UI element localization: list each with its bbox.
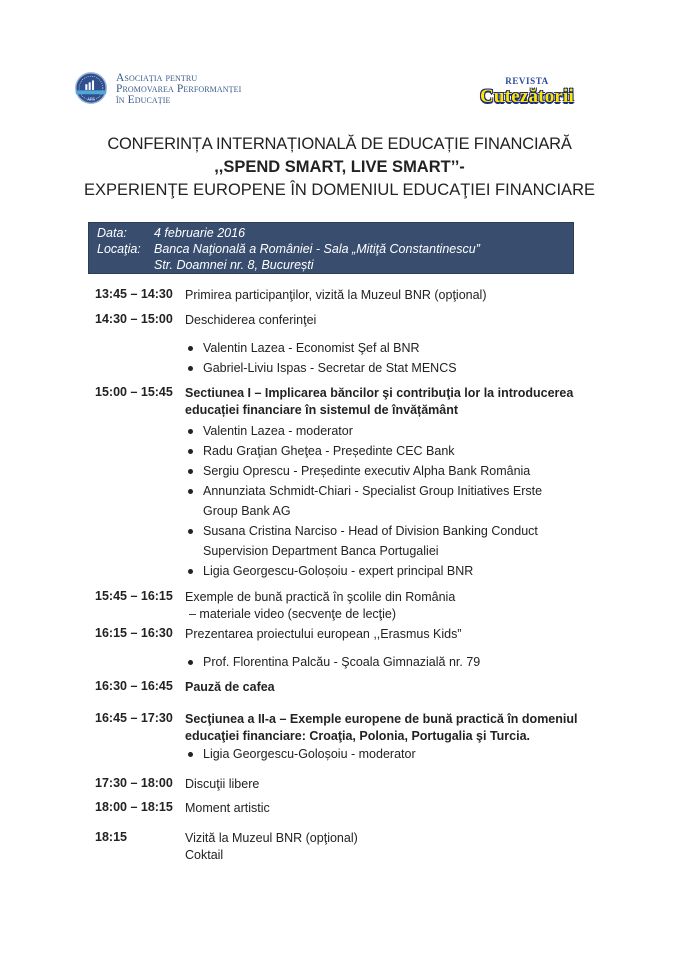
bullet-icon	[188, 346, 193, 351]
speaker-text: Susana Cristina Narciso - Head of Division Banking Conduct	[203, 524, 538, 538]
location-row	[97, 241, 573, 257]
association-name-line: Asociația pentru	[116, 71, 198, 84]
schedule-slot	[95, 800, 595, 817]
address-row	[97, 257, 573, 273]
speaker-list	[185, 338, 595, 378]
conference-title	[0, 133, 679, 202]
title-line-2: ,,SPEND SMART, LIVE SMART’’-	[214, 158, 465, 176]
slot-time: 17:30 – 18:00	[95, 776, 173, 790]
association-name-line: Promovarea Performanței	[116, 82, 242, 95]
slot-description: Secţiunea a II-a – Exemple europene de bună practică în domeniul	[185, 712, 578, 726]
bullet-icon	[188, 489, 193, 494]
bullet-icon	[188, 529, 193, 534]
schedule-slot	[95, 776, 595, 793]
speaker-text: Sergiu Oprescu - Președinte executiv Alpha Bank România	[203, 464, 531, 478]
magazine-title: Cutezătorii	[480, 86, 574, 107]
slot-description: educației financiare în sistemul de învățământ	[185, 403, 459, 417]
association-badge-icon	[72, 70, 110, 108]
slot-description: Deschiderea conferinţei	[185, 313, 317, 327]
slot-time: 15:45 – 16:15	[95, 589, 173, 603]
schedule-slot	[95, 679, 595, 696]
slot-content	[185, 800, 595, 817]
location-label: Locaţia:	[97, 242, 141, 256]
slot-description: – materiale video (secvenţe de lecţie)	[189, 607, 397, 621]
speaker-item	[185, 745, 595, 763]
speaker-item	[185, 561, 595, 581]
event-info-box	[88, 222, 574, 274]
slot-time: 14:30 – 15:00	[95, 312, 173, 326]
slot-time: 16:45 – 17:30	[95, 711, 173, 725]
bullet-icon	[188, 752, 193, 757]
slot-description: Coktail	[185, 848, 224, 862]
location-value: Banca Naţională a României - Sala „Mitiţă Constantinescu”	[154, 242, 480, 256]
title-line-3: EXPERIENŢE EUROPENE ÎN DOMENIUL EDUCAŢIEI FINANCIARE	[84, 181, 595, 199]
slot-description: Vizită la Muzeul BNR (opţional)	[185, 831, 358, 845]
speaker-list	[185, 421, 595, 581]
schedule	[95, 287, 595, 864]
schedule-slot	[95, 711, 595, 763]
date-value: 4 februarie 2016	[154, 226, 246, 240]
slot-description: Pauză de cafea	[185, 680, 275, 694]
slot-time: 18:00 – 18:15	[95, 800, 173, 814]
speaker-text: Supervision Department Banca Portugaliei	[203, 544, 439, 558]
slot-content	[185, 312, 595, 378]
slot-content	[185, 589, 595, 623]
bullet-icon	[188, 569, 193, 574]
speaker-item	[185, 521, 595, 561]
bullet-icon	[188, 660, 193, 665]
speaker-item	[185, 441, 595, 461]
speaker-item	[185, 358, 595, 378]
slot-content	[185, 776, 595, 793]
speaker-list	[185, 745, 595, 763]
slot-content	[185, 287, 595, 304]
slot-content	[185, 385, 595, 581]
slot-description: Discuţii libere	[185, 777, 260, 791]
schedule-slot	[95, 626, 595, 672]
speaker-text: Ligia Georgescu-Goloșoiu - moderator	[203, 747, 416, 761]
schedule-slot	[95, 385, 595, 581]
bullet-icon	[188, 429, 193, 434]
slot-description: Moment artistic	[185, 801, 270, 815]
association-name	[116, 73, 241, 106]
date-label: Data:	[97, 226, 127, 240]
speaker-text: Ligia Georgescu-Goloșoiu - expert principal BNR	[203, 564, 474, 578]
slot-content	[185, 679, 595, 696]
slot-time: 16:15 – 16:30	[95, 626, 173, 640]
speaker-text: Gabriel-Liviu Ispas - Secretar de Stat MENCS	[203, 361, 457, 375]
slot-description: Primirea participanţilor, vizită la Muzeul BNR (opţional)	[185, 288, 487, 302]
slot-description: Prezentarea proiectului european ,,Erasmus Kids”	[185, 627, 462, 641]
speaker-text: Group Bank AG	[203, 504, 291, 518]
slot-content	[185, 830, 595, 864]
slot-content	[185, 626, 595, 672]
slot-time: 13:45 – 14:30	[95, 287, 173, 301]
schedule-slot	[95, 312, 595, 378]
speaker-text: Valentin Lazea - Economist Şef al BNR	[203, 341, 420, 355]
speaker-item	[185, 421, 595, 441]
magazine-label: REVISTA	[505, 76, 549, 86]
title-line-1: CONFERINȚA INTERNAȚIONALĂ DE EDUCAȚIE FINANCIARĂ	[107, 135, 572, 153]
speaker-text: Prof. Florentina Palcău - Şcoala Gimnazială nr. 79	[203, 655, 481, 669]
svg-text:APE: APE	[86, 96, 96, 102]
bullet-icon	[188, 449, 193, 454]
slot-description: Exemple de bună practică în şcolile din România	[185, 590, 456, 604]
address-value: Str. Doamnei nr. 8, București	[154, 258, 314, 272]
association-logo	[72, 70, 241, 108]
speaker-item	[185, 338, 595, 358]
schedule-slot	[95, 830, 595, 864]
speaker-list	[185, 652, 595, 672]
speaker-item	[185, 652, 595, 672]
slot-time: 15:00 – 15:45	[95, 385, 173, 399]
speaker-item	[185, 461, 595, 481]
magazine-logo	[466, 76, 588, 108]
speaker-item	[185, 481, 595, 521]
speaker-text: Valentin Lazea - moderator	[203, 424, 353, 438]
slot-description: educaţiei financiare: Croaţia, Polonia, Portugalia şi Turcia.	[185, 729, 530, 743]
bullet-icon	[188, 366, 193, 371]
association-name-line: în Educație	[116, 93, 171, 106]
slot-description: Sectiunea I – Implicarea băncilor şi contribuţia lor la introducerea	[185, 386, 574, 400]
speaker-text: Annunziata Schmidt-Chiari - Specialist Group Initiatives Erste	[203, 484, 543, 498]
slot-time: 18:15	[95, 830, 127, 844]
speaker-text: Radu Graţian Gheţea - Președinte CEC Bank	[203, 444, 455, 458]
date-row	[97, 225, 573, 241]
slot-time: 16:30 – 16:45	[95, 679, 173, 693]
schedule-slot	[95, 589, 595, 623]
schedule-slot	[95, 287, 595, 304]
bullet-icon	[188, 469, 193, 474]
slot-content	[185, 711, 595, 763]
